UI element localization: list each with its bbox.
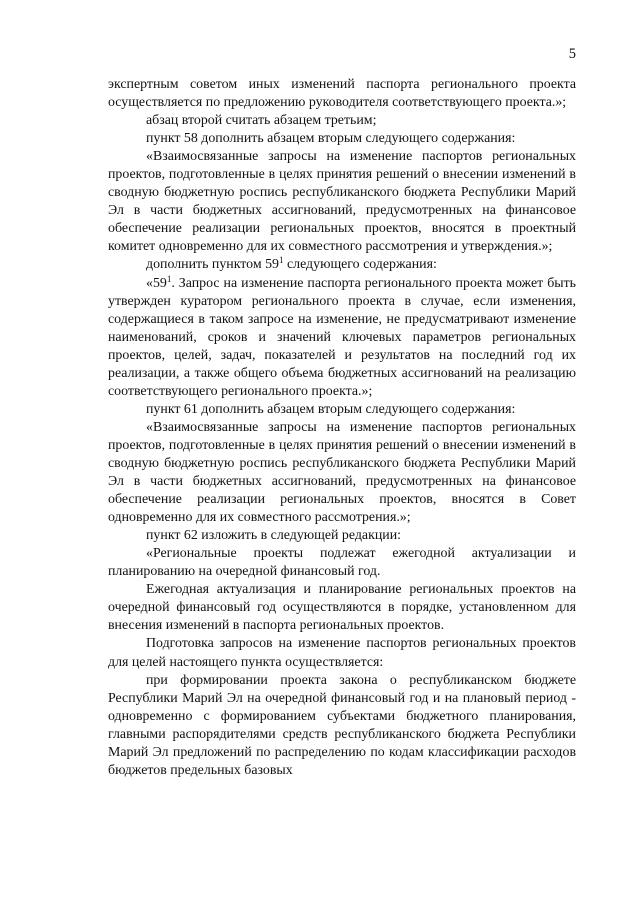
paragraph-6-text: «59 <box>146 275 167 291</box>
page-number: 5 <box>568 46 576 62</box>
paragraph-11: Ежегодная актуализация и планирование региональных проектов на очередной финансовый год осуществляются в порядке, установленном для внесения изменений в паспорта региональных проектов. <box>108 582 576 634</box>
paragraph-3: пункт 58 дополнить абзацем вторым следующего содержания: <box>146 131 516 147</box>
document-body <box>108 76 576 780</box>
paragraph-8: «Взаимосвязанные запросы на изменение паспортов региональных проектов, подготовленные в целях принятия решений о внесении изменений в сводную бюджетную роспись республиканского бюджета Республики Марий Эл в части бюджетных ассигнований, предусмотренных на финансовое обеспечение реализации региональных проектов, вносятся в Совет одновременно для их совместного рассмотрения.»; <box>108 419 576 526</box>
paragraph-6-text-end: . Запрос на изменение паспорта регионального проекта может быть утвержден куратором регионального проекта в случае, если изменения, содержащиеся в таком запросе на изменение, не предусматривают изменение наименований, сроков и значений ключевых параметров региональных проектов, целей, задач, показателей и результатов на последний год их реализации, а также общего объема бюджетных ассигнований на реализацию соответствующего регионального проекта.»; <box>108 275 576 399</box>
paragraph-2: абзац второй считать абзацем третьим; <box>146 113 377 129</box>
superscript: 1 <box>166 273 172 284</box>
paragraph-12: Подготовка запросов на изменение паспортов региональных проектов для целей настоящего пункта осуществляется: <box>108 636 576 670</box>
paragraph-13: при формировании проекта закона о республиканском бюджете Республики Марий Эл на очередной финансовый год и на плановый период - одновременно с формированием субъектами бюджетного планирования, главными распорядителями средств республиканского бюджета Республики Марий Эл предложений по распределению по кодам классификации расходов бюджетов предельных базовых <box>108 672 576 778</box>
paragraph-1: экспертным советом иных изменений паспорта регионального проекта осуществляется по предложению руководителя соответствующего проекта.»; <box>108 77 576 111</box>
paragraph-5-text: дополнить пунктом 59 <box>146 257 279 273</box>
paragraph-4: «Взаимосвязанные запросы на изменение паспортов региональных проектов, подготовленные в целях принятия решений о внесении изменений в сводную бюджетную роспись республиканского бюджета Республики Марий Эл в части бюджетных ассигнований, предусмотренных на финансовое обеспечение реализации региональных проектов, вносятся в проектный комитет одновременно для их совместного рассмотрения и утверждения.»; <box>108 149 576 255</box>
paragraph-5 <box>108 256 576 274</box>
paragraph-5-text-end: следующего содержания: <box>283 257 437 273</box>
superscript: 1 <box>279 255 284 266</box>
paragraph-7: пункт 61 дополнить абзацем вторым следующего содержания: <box>146 401 516 417</box>
paragraph-9: пункт 62 изложить в следующей редакции: <box>146 528 401 544</box>
paragraph-6 <box>108 275 576 401</box>
paragraph-10: «Региональные проекты подлежат ежегодной актуализации и планированию на очередной финансовый год. <box>108 546 576 580</box>
